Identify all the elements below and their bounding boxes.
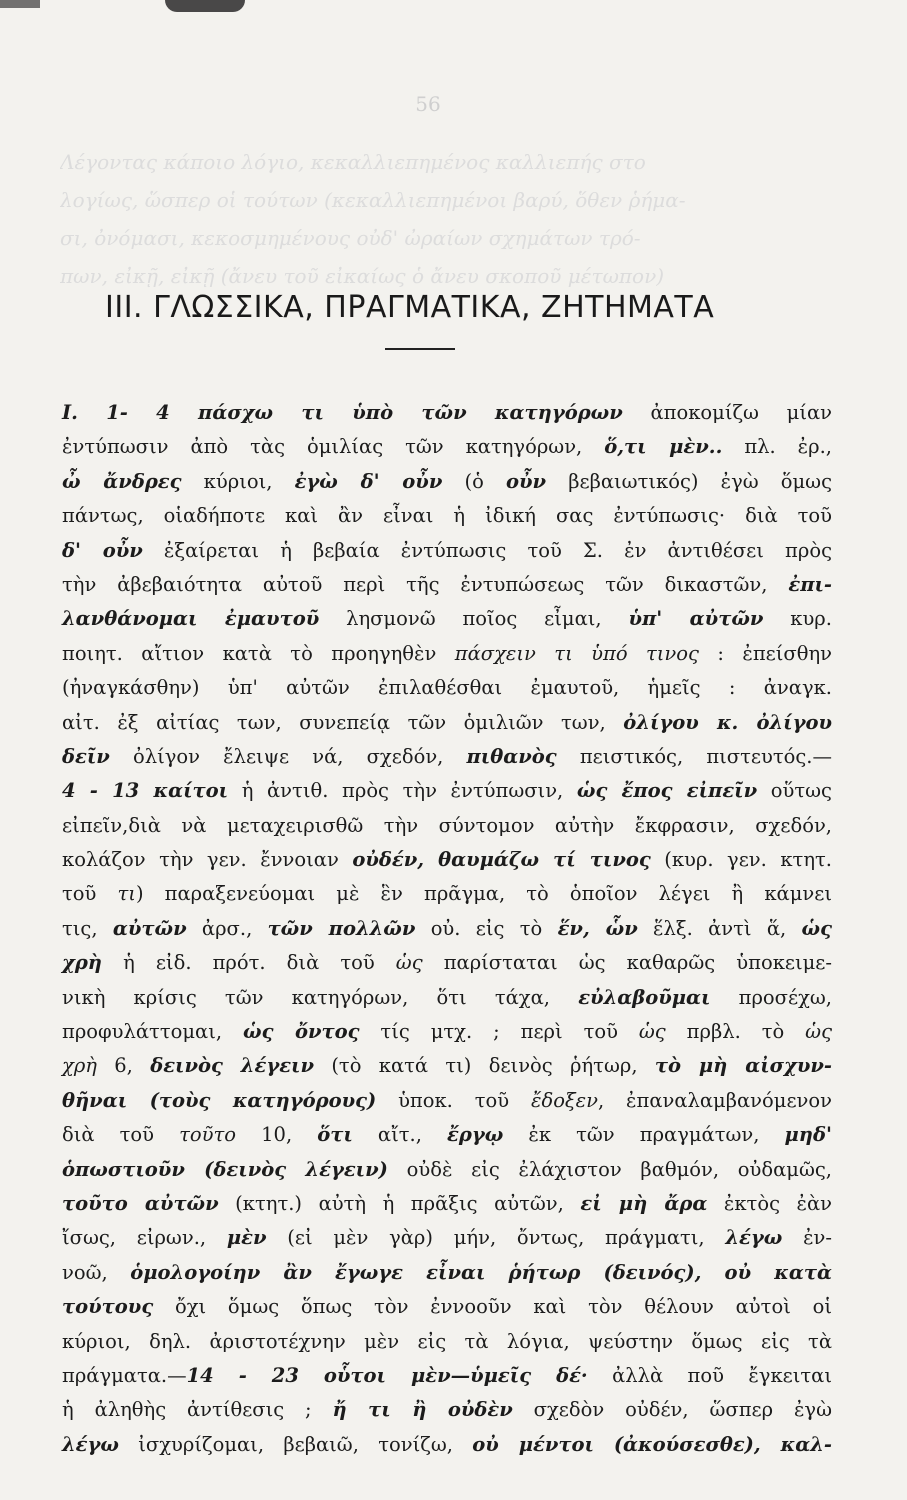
text-segment: 10, [236, 1123, 318, 1147]
lemma: χρὴ [62, 1054, 97, 1078]
lemma: ὀλίγου κ. ὀλίγου [623, 710, 832, 734]
text-segment: λησμονῶ ποῖος εἶμαι, [319, 607, 629, 631]
text-segment: (ἠναγκάσθην) ὑπ' αὐτῶν ἐπιλαθέσθαι ἐμαυτοῦ, ἡμεῖς : ἀναγκ. [62, 676, 832, 700]
lemma: ὁπωστιοῦν (δεινὸς λέγειν) [62, 1157, 388, 1181]
text-line [62, 877, 832, 911]
lemma: δεινὸς λέγειν [150, 1054, 315, 1078]
text-segment: κύριοι, [181, 469, 295, 493]
text-segment: τις, [62, 916, 113, 940]
text-segment: πράγματα.— [62, 1363, 187, 1387]
text-line [62, 1153, 832, 1187]
lemma: πάσχειν τι ὑπό τινος [454, 641, 699, 665]
text-segment: διὰ τοῦ [62, 1123, 180, 1147]
text-segment: προσέχω, [710, 985, 832, 1009]
lemma: ἐπι- [788, 572, 832, 596]
lemma: ὅτι [317, 1123, 353, 1147]
text-line [62, 499, 832, 533]
text-line [62, 1049, 832, 1083]
text-segment: ἐκτὸς ἐὰν [707, 1191, 833, 1215]
lemma: τῶν πολλῶν [267, 916, 416, 940]
text-line [62, 602, 832, 636]
text-segment: , ἐπαναλαμβανόμενον [598, 1088, 832, 1112]
text-segment: αἴτ., [352, 1123, 448, 1147]
text-segment: ὄχι ὅμως ὅπως τὸν ἐννοοῦν καὶ τὸν θέλουν αὐτοὶ οἱ [153, 1295, 832, 1319]
bleed-through-line: πων, εἰκῇ, εἰκῇ (ἄνευ τοῦ εἰκαίως ὁ ἄνευ σκοποῦ μέτωπον) [60, 264, 665, 288]
text-segment: ἀρσ., [186, 916, 268, 940]
lemma: τὸ μὴ αἰσχυν- [654, 1054, 832, 1078]
lemma: I. 1- 4 πάσχω τι ὑπὸ τῶν κατηγόρων [62, 401, 623, 424]
text-line [62, 809, 832, 843]
text-line [62, 1187, 832, 1221]
text-segment: 6, [96, 1054, 151, 1078]
lemma: λανθάνομαι ἐμαυτοῦ [62, 607, 320, 631]
bleed-through-line: λογίως, ὥσπερ οἱ τούτων (κεκαλλιεπημένοι βαρύ, ὅθεν ῥήμα- [60, 188, 686, 212]
text-segment: κολάζον τὴν γεν. ἔννοιαν [62, 848, 353, 872]
lemma: ἔδοξεν [530, 1088, 598, 1112]
text-segment: ποιητ. αἴτιον κατὰ τὸ προηγηθὲν [62, 641, 455, 665]
text-segment: βεβαιωτικός) ἐγὼ ὅμως [546, 469, 833, 493]
text-segment: ἐντύπωσιν ἀπὸ τὰς ὁμιλίας τῶν κατηγόρων, [62, 435, 605, 459]
text-segment: ὑποκ. τοῦ [376, 1088, 531, 1112]
text-segment: ἰσχυρίζομαι, βεβαιῶ, τονίζω, [118, 1432, 473, 1456]
lemma: λέγω [725, 1226, 783, 1250]
text-line [62, 430, 832, 464]
lemma: ὡς [805, 1020, 832, 1044]
lemma: τι [117, 882, 136, 906]
lemma: ὡς [801, 916, 832, 940]
text-segment: (ὁ [442, 469, 506, 493]
text-line [62, 671, 832, 705]
bleed-through-line: Λέγοντας κάποιο λόγιο, κεκαλλιεπημένος καλλιεπής στο [60, 150, 646, 174]
lemma: πιθανὸς [466, 744, 557, 768]
text-segment: (τὸ κατά τι) δεινὸς ῥήτωρ, [314, 1054, 655, 1078]
text-line [62, 1428, 832, 1462]
text-line [62, 1084, 832, 1118]
text-line [62, 1325, 832, 1359]
lemma: οὐδέν, θαυμάζω τί τινος [352, 848, 651, 872]
text-segment: σχεδὸν οὐδέν, ὥσπερ ἐγὼ [512, 1398, 832, 1422]
text-line [62, 637, 832, 671]
text-line [62, 1290, 832, 1324]
text-segment: αἰτ. ἐξ αἰτίας των, συνεπείᾳ τῶν ὁμιλιῶν των, [62, 710, 624, 734]
text-segment: προφυλάττομαι, [62, 1020, 243, 1044]
text-segment: παρίσταται ὡς καθαρῶς ὑποκειμε- [422, 951, 832, 975]
text-segment: οὕτως [757, 779, 832, 803]
text-segment: ἐν- [782, 1226, 832, 1250]
text-segment: κυρ. [763, 607, 832, 631]
text-segment: πλ. ἐρ., [722, 435, 832, 459]
bleed-through-line: σι, ὀνόμασι, κεκοσμημένους οὐδ' ὠραίων σχημάτων τρό- [60, 226, 641, 250]
lemma: 4 - 13 καίτοι [62, 779, 229, 803]
lemma: ὡς ἔπος εἰπεῖν [576, 779, 758, 803]
text-segment: τοῦ [62, 882, 118, 906]
lemma: λέγω [62, 1432, 119, 1456]
text-segment: (εἰ μὲν γὰρ) μήν, ὄντως, πράγματι, [266, 1226, 726, 1250]
text-segment: πάντως, οἱαδήποτε καὶ ἂν εἶναι ἡ ἰδική σας ἐντύπωσις· διὰ τοῦ [62, 504, 832, 528]
text-segment: τίς μτχ. ; περὶ τοῦ [359, 1020, 639, 1044]
lemma: οὖν [506, 469, 547, 493]
text-segment: οὐ. εἰς τὸ [415, 916, 558, 940]
scan-artifact [0, 0, 40, 8]
commentary-body [62, 396, 832, 1462]
lemma: ἔργῳ [447, 1123, 504, 1147]
lemma: δεῖν [62, 744, 110, 768]
text-line [62, 1359, 832, 1393]
scan-artifact [165, 0, 245, 12]
text-segment: (κτητ.) αὐτὴ ἡ πρᾶξις αὐτῶν, [218, 1191, 581, 1215]
text-segment: ἀλλὰ ποῦ ἔγκειται [587, 1363, 832, 1387]
text-line [62, 1221, 832, 1255]
text-segment: ὀλίγον ἔλειψε νά, σχεδόν, [109, 744, 467, 768]
lemma: θῆναι (τοὺς κατηγόρους) [62, 1088, 377, 1112]
lemma: μὲν [226, 1226, 267, 1250]
lemma: 14 - 23 οὗτοι μὲν—ὑμεῖς δέ· [186, 1363, 588, 1387]
lemma: δ' οὖν [62, 538, 143, 562]
lemma: ὁμολογοίην ἂν ἔγωγε εἶναι ῥήτωρ (δεινός), οὐ κατὰ [130, 1260, 832, 1284]
lemma: τούτους [62, 1295, 154, 1319]
lemma: ἐγὼ δ' οὖν [294, 469, 443, 493]
text-line [62, 912, 832, 946]
text-segment: ἐξαίρεται ἡ βεβαία ἐντύπωσις τοῦ Σ. ἐν ἀντιθέσει πρὸς [142, 538, 832, 562]
section-heading: III. ΓΛΩΣΣΙΚΑ, ΠΡΑΓΜΑΤΙΚΑ, ΖΗΤΗΜΑΤΑ [105, 290, 715, 325]
lemma: ὡς ὄντος [243, 1020, 360, 1044]
text-line [62, 774, 832, 808]
text-line [62, 465, 832, 499]
text-segment: ἴσως, εἰρων., [62, 1226, 227, 1250]
text-segment: (κυρ. γεν. κτητ. [650, 848, 832, 872]
text-segment: νοῶ, [62, 1260, 131, 1284]
text-segment: ) παραξενεύομαι μὲ ἓν πρᾶγμα, τὸ ὁποῖον λέγει ἢ κάμνει [135, 882, 832, 906]
text-segment: : ἐπείσθην [698, 641, 832, 665]
lemma: ὦ ἄνδρες [62, 469, 182, 493]
lemma: τοῦτο [179, 1123, 237, 1147]
text-line [62, 568, 832, 602]
text-line [62, 1393, 832, 1427]
text-segment: εἰπεῖν,διὰ νὰ μεταχειρισθῶ τὴν σύντομον αὐτὴν ἔκφρασιν, σχεδόν, [62, 813, 832, 837]
lemma: ὡς [638, 1020, 666, 1044]
text-segment: κύριοι, δηλ. ἀριστοτέχνην μὲν εἰς τὰ λόγια, ψεύστην ὅμως εἰς τὰ [62, 1329, 832, 1353]
lemma: οὐ μέντοι (ἀκούσεσθε), καλ- [472, 1432, 832, 1456]
lemma: μηδ' [784, 1123, 832, 1147]
text-line [62, 946, 832, 980]
lemma: ὡς [395, 951, 423, 975]
text-segment: οὐδὲ εἰς ἐλάχιστον βαθμόν, οὐδαμῶς, [387, 1157, 832, 1181]
lemma: εἰ μὴ ἄρα [580, 1191, 708, 1215]
text-segment: νικὴ κρίσις τῶν κατηγόρων, ὅτι τάχα, [62, 985, 579, 1009]
text-segment: ἡ εἰδ. πρότ. διὰ τοῦ [101, 951, 396, 975]
text-segment: ἀποκομίζω μίαν [622, 401, 832, 424]
page-number: 56 [415, 92, 441, 116]
text-line [62, 1118, 832, 1152]
lemma: ἤ τι ἢ οὐδὲν [332, 1398, 513, 1422]
lemma: εὐλαβοῦμαι [578, 985, 711, 1009]
text-line [62, 534, 832, 568]
lemma: χρὴ [62, 951, 102, 975]
text-line [62, 740, 832, 774]
text-line [62, 396, 832, 430]
lemma: τοῦτο αὐτῶν [62, 1191, 219, 1215]
text-line [62, 981, 832, 1015]
lemma: ὅ,τι μὲν.. [604, 435, 723, 459]
text-segment: τὴν ἀβεβαιότητα αὐτοῦ περὶ τῆς ἐντυπώσεως τῶν δικαστῶν, [62, 572, 789, 596]
text-segment: ἡ ἀληθὴς ἀντίθεσις ; [62, 1398, 333, 1422]
text-segment: ἕλξ. ἀντὶ ἅ, [637, 916, 802, 940]
lemma: ὑπ' αὐτῶν [628, 607, 764, 631]
text-segment: ἡ ἀντιθ. πρὸς τὴν ἐντύπωσιν, [228, 779, 577, 803]
lemma: ἕν, ὧν [557, 916, 638, 940]
text-line [62, 843, 832, 877]
text-line [62, 1015, 832, 1049]
text-line [62, 706, 832, 740]
text-segment: πρβλ. τὸ [665, 1020, 806, 1044]
text-segment: ἐκ τῶν πραγμάτων, [503, 1123, 785, 1147]
lemma: αὐτῶν [112, 916, 187, 940]
text-line [62, 1256, 832, 1290]
heading-rule [385, 348, 455, 350]
text-segment: πειστικός, πιστευτός.— [556, 744, 832, 768]
